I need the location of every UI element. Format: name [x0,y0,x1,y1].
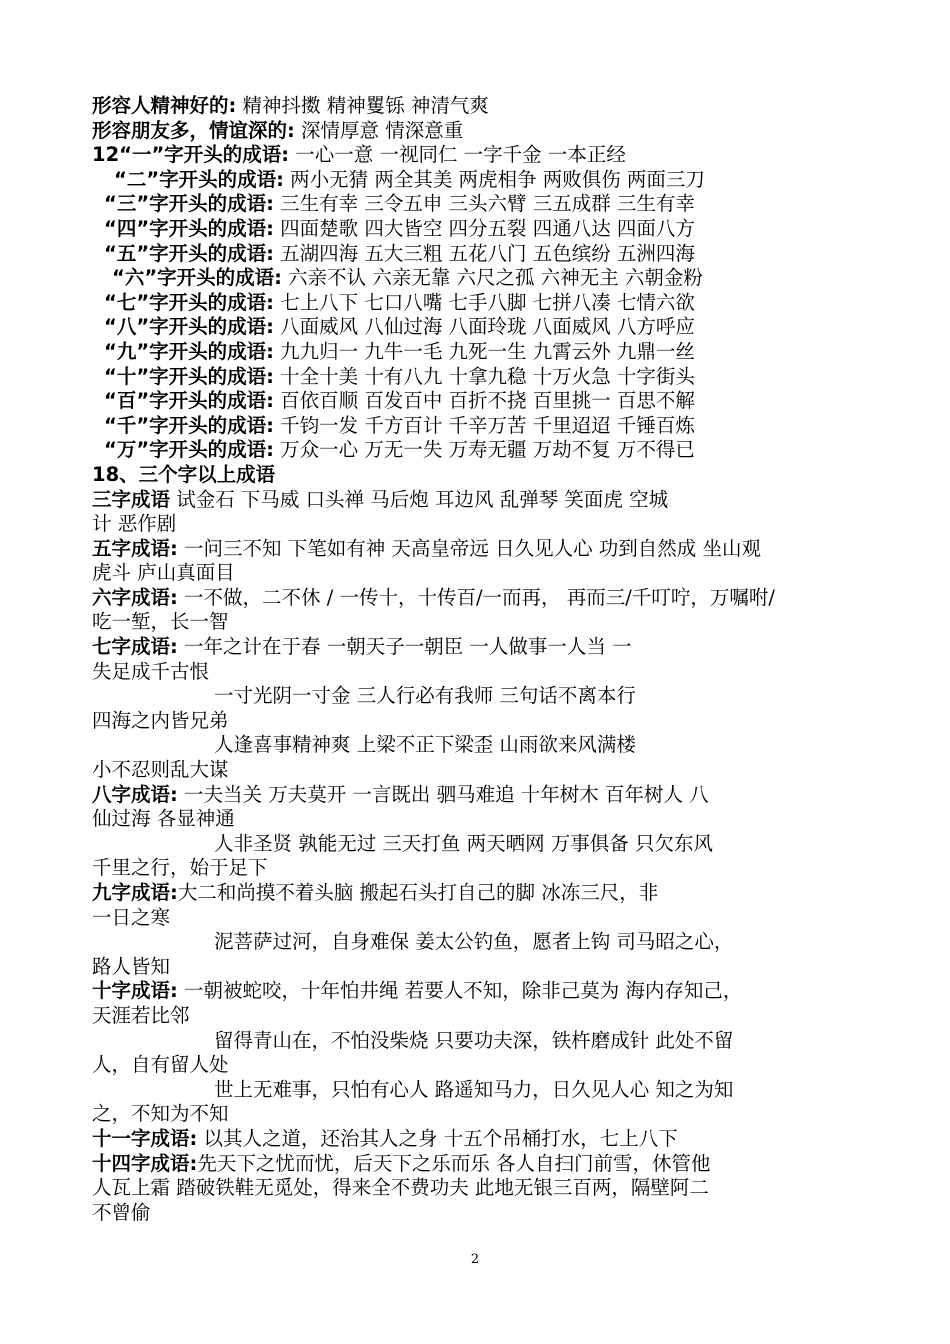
text-line [92,291,892,316]
line-text: 一日之寒 [92,905,171,929]
text-line [92,192,892,217]
line-text: 一年之计在于春 一朝天子一朝臣 一人做事一人当 一 [177,635,632,659]
line-text: 八面威风 八仙过海 八面玲珑 八面威风 八方呼应 [273,315,695,339]
line-text: 人瓦上霜 踏破铁鞋无觅处，得来全不费功夫 此地无银三百两，隔壁阿二 [92,1176,709,1200]
line-text: 失足成千古恨 [92,659,210,683]
line-text: 四面楚歌 四大皆空 四分五裂 四通八达 四面八方 [273,216,695,240]
line-text: 留得青山在，不怕没柴烧 只要功夫深，铁杵磨成针 此处不留 [214,1028,734,1052]
text-line [92,586,892,611]
text-line [92,906,892,931]
line-text: 七上八下 七口八嘴 七手八脚 七拼八凑 七情六欲 [273,290,695,314]
text-line [92,684,892,709]
line-label: 五字成语: [92,536,178,560]
line-text: 大二和尚摸不着头脑 搬起石头打自己的脚 冰冻三尺，非 [177,881,659,904]
text-line [92,389,892,414]
line-label: 七字成语: [92,635,178,659]
line-label: “百”字开头的成语: [104,389,274,413]
line-text: 路人皆知 [92,954,171,978]
line-text: 人，自有留人处 [92,1053,229,1077]
line-text: 千里之行，始于足下 [92,856,268,880]
line-text: 以其人之道，还治其人之身 十五个吊桶打水，七上八下 [197,1126,678,1150]
text-line [92,635,892,660]
line-text: 一夫当关 万夫莫开 一言既出 驷马难追 十年树木 百年树人 八 [177,782,709,806]
text-line [92,856,892,881]
text-line [92,955,892,980]
line-text: 虎斗 庐山真面目 [92,561,235,585]
line-text: 人非圣贤 孰能无过 三天打鱼 两天晒网 万事俱备 只欠东风 [214,831,713,855]
line-text: 两小无猜 两全其美 两虎相争 两败俱伤 两面三刀 [283,167,705,191]
line-label: “十”字开头的成语: [104,364,274,388]
line-label: “九”字开头的成语: [104,339,274,363]
text-line [92,94,892,119]
text-line [92,783,892,808]
line-text: 百依百顺 百发百中 百折不挠 百里挑一 百思不解 [273,389,695,413]
text-line [92,242,892,267]
text-line [92,266,892,291]
text-line [92,561,892,586]
line-text: 万众一心 万无一失 万寿无疆 万劫不复 万不得已 [273,438,695,462]
line-label: 六字成语: [92,585,178,609]
text-line [92,438,892,463]
line-label: 三字成语 [92,487,171,511]
line-label: 九字成语: [92,881,178,904]
text-line [92,733,892,758]
text-line [92,807,892,832]
line-text: 泥菩萨过河，自身难保 姜太公钓鱼，愿者上钩 司马昭之心， [214,930,734,954]
line-text: 一寸光阴一寸金 三人行必有我师 三句话不离本行 [214,684,636,708]
line-text: 千钧一发 千方百计 千辛万苦 千里迢迢 千锤百炼 [273,413,695,437]
text-line [92,512,892,537]
line-label: 18、三个字以上成语 [92,462,276,486]
line-text: 五湖四海 五大三粗 五花八门 五色缤纷 五洲四海 [273,241,695,265]
document-body [92,94,892,1225]
line-text: 世上无难事，只怕有心人 路遥知马力，日久见人心 知之为知 [214,1077,734,1101]
text-line [92,315,892,340]
line-text: 九九归一 九牛一毛 九死一生 九霄云外 九鼎一丝 [273,339,695,363]
text-line [92,610,892,635]
text-line [92,1152,892,1177]
text-line [92,1127,892,1152]
line-label: “四”字开头的成语: [104,216,274,240]
line-label: “五”字开头的成语: [104,241,274,265]
line-text: 四海之内皆兄弟 [92,708,229,732]
line-label: 十四字成语: [92,1151,198,1175]
line-text: 仙过海 各显神通 [92,807,235,831]
text-line [92,488,892,513]
text-line [92,1029,892,1054]
line-text: 一朝被蛇咬，十年怕井绳 若要人不知，除非己莫为 海内存知己， [177,979,743,1003]
text-line [92,119,892,144]
line-text: 吃一堑，长一智 [92,610,229,634]
line-text: 十全十美 十有八九 十拿九稳 十万火急 十字街头 [273,364,695,388]
line-text: 一不做，二不休 / 一传十，十传百/一而再， 再而三/千叮咛，万嘱咐/ [177,585,775,609]
line-label: “万”字开头的成语: [104,438,274,462]
line-text: 小不忍则乱大谋 [92,758,229,782]
text-line [92,365,892,390]
line-label: “六”字开头的成语: [112,266,282,290]
line-text: 人逢喜事精神爽 上梁不正下梁歪 山雨欲来风满楼 [214,733,636,757]
text-line [92,537,892,562]
text-line [92,1176,892,1201]
line-text: 一问三不知 下笔如有神 天高皇帝远 日久见人心 功到自然成 坐山观 [177,536,762,560]
line-text: 不曾偷 [92,1200,151,1224]
line-label: 形容朋友多，情谊深的: [92,118,295,142]
line-label: 12“一”字开头的成语: [92,143,290,167]
text-line [92,168,892,193]
text-line [92,1053,892,1078]
text-line [92,1102,892,1127]
line-text: 精神抖擞 精神矍铄 神清气爽 [236,94,489,117]
line-text: 先天下之忧而忧，后天下之乐而乐 各人自扫门前雪，休管他 [197,1151,711,1175]
line-label: 十字成语: [92,979,178,1003]
text-line [92,660,892,685]
text-line [92,1078,892,1103]
text-line [92,758,892,783]
text-line [92,709,892,734]
text-line [92,1201,892,1226]
page-number: 2 [470,1252,480,1267]
line-text: 天涯若比邻 [92,1003,190,1027]
text-line [92,930,892,955]
line-label: 十一字成语: [92,1126,198,1150]
line-text: 之，不知为不知 [92,1102,229,1126]
line-text: 深情厚意 情深意重 [294,118,464,142]
section-heading [92,463,892,488]
line-text: 一心一意 一视同仁 一字千金 一本正经 [289,143,626,167]
text-line [92,979,892,1004]
text-line [92,340,892,365]
line-label: “八”字开头的成语: [104,315,274,339]
line-text: 试金石 下马威 口头禅 马后炮 耳边风 乱弹琴 笑面虎 空城 [170,487,669,511]
line-label: 八字成语: [92,782,178,806]
line-text: 计 恶作剧 [92,512,177,536]
text-line [92,832,892,857]
text-line [92,414,892,439]
text-line [92,217,892,242]
text-line [92,881,892,906]
line-label: “三”字开头的成语: [104,192,274,216]
line-label: “七”字开头的成语: [104,290,274,314]
line-text: 六亲不认 六亲无靠 六尺之孤 六神无主 六朝金粉 [281,266,703,290]
line-label: 形容人精神好的: [92,94,237,117]
text-line [92,1004,892,1029]
text-line [92,143,892,168]
line-label: “二”字开头的成语: [114,167,284,191]
line-text: 三生有幸 三令五申 三头六臂 三五成群 三生有幸 [273,192,695,216]
line-label: “千”字开头的成语: [104,413,274,437]
